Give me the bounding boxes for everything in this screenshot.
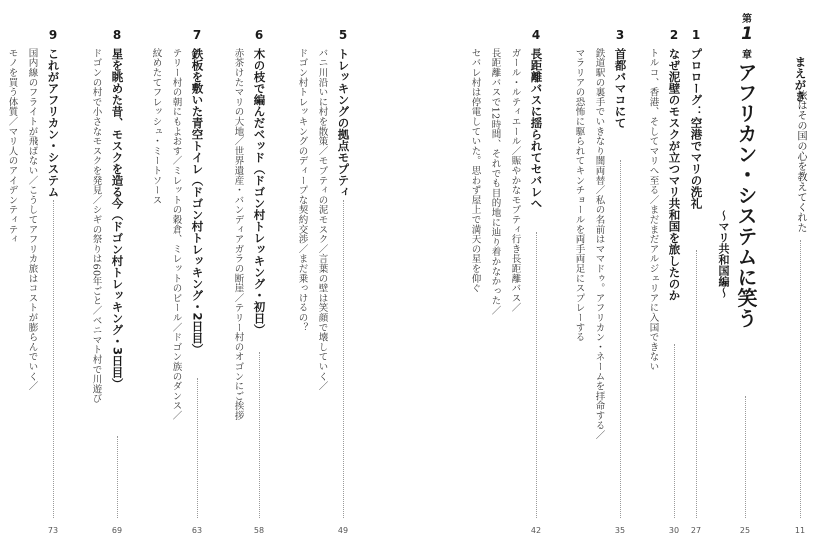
chapter-prefix: 第 [742,14,752,25]
section-number: 3 [615,28,625,42]
chapter-suffix: 章 [742,50,752,61]
section-number: 7 [192,28,202,42]
section-title: トレッキングの拠点モプティ [336,48,351,198]
section-title: プロローグ：空港でマリの洗礼 [689,48,704,209]
section-summary-line: ドゴンの村で小さなモスクを発見／シギの祭りは60年ごと／ベニマト村で川遊び [90,48,102,404]
section-summary-line: マラリアの恐怖に駆られてキンチョールを両手両足にスプレーする [573,48,585,342]
chapter-number: 1 [741,24,753,44]
page-number: 11 [794,526,806,535]
section-summary-line: バニ川沿いに村を散策／モプティの泥モスク／言葉の壁は笑顔で壊していく／ [316,48,328,391]
section-summary-line: ドゴン村トレッキングのディープな契約交渉／まだ乗っけるの？ [296,48,308,333]
leader-dots [53,200,54,518]
leader-dots [536,232,537,518]
page-number: 42 [530,526,542,535]
section-number: 4 [531,28,541,42]
leader-dots [620,160,621,518]
section-summary-line: ガール・ルティエール／賑やかなモプティ行き長距離バス／ [509,48,521,313]
maegaki-label: まえがき [793,56,808,102]
section-summary-line: 長距離バスで12時間、それでも目的地に辿り着かなかった／ [489,48,501,316]
leader-dots [696,250,697,518]
leader-dots [117,436,118,518]
section-summary-line: テリー村の朝にもよおす／ミレットの穀倉、ミレットのビール／ドゴン族のダンス／ [170,48,182,421]
chapter-subtitle: 〜マリ共和国編〜 [717,210,730,298]
section-title: これがアフリカン・システム [46,48,61,198]
section-number: 9 [48,28,58,42]
section-title: 星を眺めた昔、モスクを造る今（ドゴン村トレッキング・3日目） [110,48,125,390]
page-number: 69 [111,526,123,535]
section-title: なぜ泥壁のモスクが立つマリ共和国を旅したのか [667,48,682,301]
section-summary-line: 鉄道駅の裏手でいきなり闇両替／私の名前はママドゥ。アフリカン・ネームを拝命する／ [593,48,605,440]
leader-dots [800,240,801,518]
maegaki-text: 旅はその国の心を教えてくれた [795,90,806,233]
section-title: 長距離バスに揺られてセバレへ [529,48,544,209]
leader-dots [674,344,675,518]
leader-dots [197,378,198,518]
section-summary-line: 赤茶けたマリの大地／世界遺産・バンディアガラの断崖／テリー村のオゴンにご挨拶 [232,48,244,421]
section-summary-line: トルコ、香港、そしてマリへ至る／まだまだアルジェリアに入国できない [647,48,659,372]
section-number: 2 [669,28,679,42]
page-number: 73 [47,526,59,535]
page-number: 63 [191,526,203,535]
page-number: 49 [337,526,349,535]
page-number: 35 [614,526,626,535]
section-number: 5 [338,28,348,42]
section-summary-line: セバレ村は停電していた。思わず屋上で満天の星を仰ぐ [469,48,481,293]
leader-dots [745,396,746,518]
section-summary-line: 国内線のフライトが飛ばない／こうしてアフリカ旅はコストが膨らんでいく／ [26,48,38,391]
page-number: 27 [690,526,702,535]
chapter-title: アフリカン・システムに笑う [734,62,758,329]
page-number: 25 [739,526,751,535]
section-number: 1 [691,28,701,42]
page-number: 58 [253,526,265,535]
leader-dots [343,200,344,518]
page-number: 30 [668,526,680,535]
section-title: 首都バマコにて [613,48,628,129]
section-title: 鉄板を敷いた青空トイレ（ドゴン村トレッキング・2日目） [190,48,205,356]
section-title: 木の枝で編んだベッド（ドゴン村トレッキング・初日） [252,48,267,336]
section-number: 6 [254,28,264,42]
section-summary-line: モノを買う体質／マリ人のアイデンティティ [6,48,18,244]
section-summary-line: 紋めたてフレッシュ・ミートソース [150,48,162,205]
leader-dots [259,352,260,518]
section-number: 8 [112,28,122,42]
